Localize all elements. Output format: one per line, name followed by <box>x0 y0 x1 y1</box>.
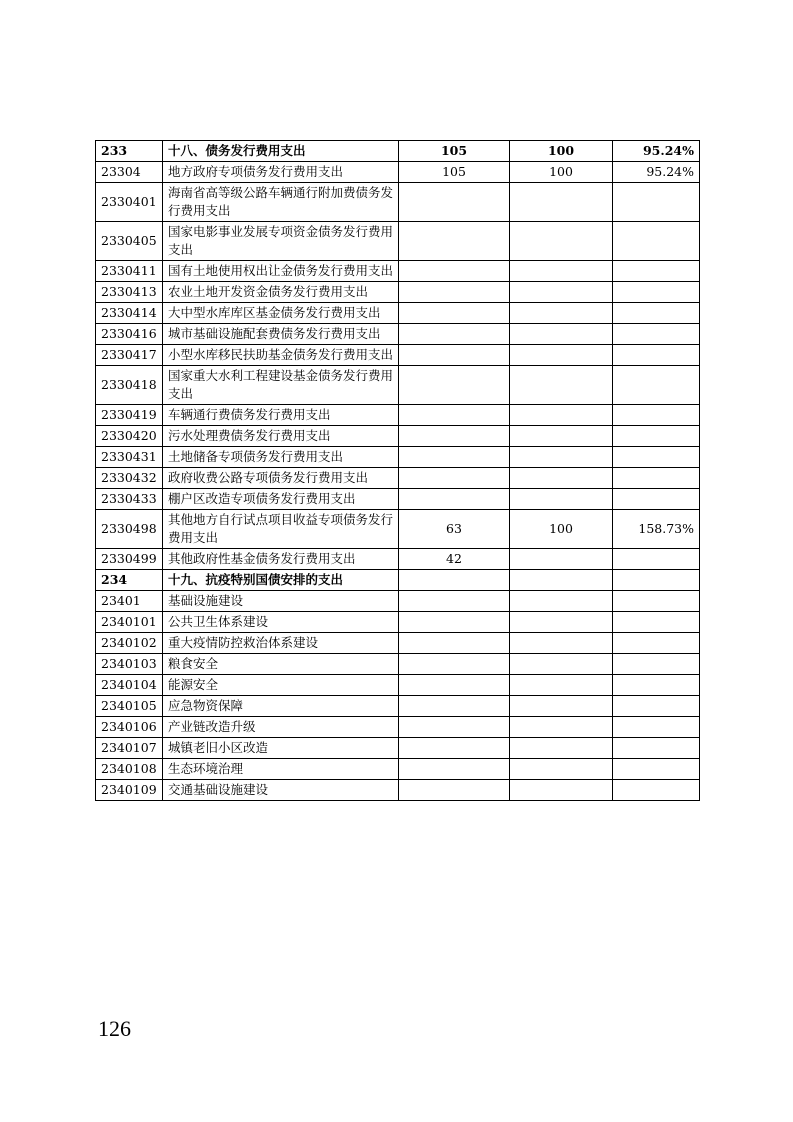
table-row <box>96 366 700 405</box>
account-code-cell: 234 <box>96 570 163 591</box>
account-code-cell: 2330498 <box>96 510 163 549</box>
amount-cell <box>399 426 510 447</box>
table-row <box>96 717 700 738</box>
percentage-cell <box>613 345 700 366</box>
budget-table-body <box>96 141 700 801</box>
account-code-cell: 2330418 <box>96 366 163 405</box>
amount-cell <box>510 570 613 591</box>
table-row <box>96 261 700 282</box>
amount-cell <box>510 468 613 489</box>
table-row <box>96 633 700 654</box>
amount-cell <box>399 468 510 489</box>
amount-cell <box>399 366 510 405</box>
amount-cell <box>510 759 613 780</box>
amount-cell <box>399 738 510 759</box>
amount-cell <box>399 282 510 303</box>
amount-cell <box>399 570 510 591</box>
account-code-cell: 2330416 <box>96 324 163 345</box>
percentage-cell <box>613 612 700 633</box>
account-name-cell: 城市基础设施配套费债务发行费用支出 <box>163 324 399 345</box>
account-name-cell: 小型水库移民扶助基金债务发行费用支出 <box>163 345 399 366</box>
amount-cell <box>510 447 613 468</box>
table-row <box>96 591 700 612</box>
amount-cell <box>399 489 510 510</box>
amount-cell <box>399 405 510 426</box>
amount-cell <box>510 489 613 510</box>
account-code-cell: 2330414 <box>96 303 163 324</box>
amount-cell: 63 <box>399 510 510 549</box>
amount-cell <box>399 183 510 222</box>
account-name-cell: 污水处理费债务发行费用支出 <box>163 426 399 447</box>
percentage-cell <box>613 717 700 738</box>
amount-cell: 105 <box>399 141 510 162</box>
category-row <box>96 570 700 591</box>
percentage-cell <box>613 366 700 405</box>
amount-cell <box>399 654 510 675</box>
account-code-cell: 2330401 <box>96 183 163 222</box>
account-code-cell: 2340105 <box>96 696 163 717</box>
account-name-cell: 国家电影事业发展专项资金债务发行费用支出 <box>163 222 399 261</box>
account-name-cell: 国家重大水利工程建设基金债务发行费用支出 <box>163 366 399 405</box>
account-name-cell: 十八、债务发行费用支出 <box>163 141 399 162</box>
amount-cell <box>510 675 613 696</box>
percentage-cell: 95.24% <box>613 141 700 162</box>
percentage-cell <box>613 468 700 489</box>
table-row <box>96 426 700 447</box>
amount-cell: 100 <box>510 162 613 183</box>
percentage-cell <box>613 654 700 675</box>
amount-cell <box>510 780 613 801</box>
account-code-cell: 2340104 <box>96 675 163 696</box>
table-row <box>96 696 700 717</box>
percentage-cell <box>613 780 700 801</box>
amount-cell <box>399 303 510 324</box>
account-name-cell: 棚户区改造专项债务发行费用支出 <box>163 489 399 510</box>
amount-cell <box>510 696 613 717</box>
account-code-cell: 2340109 <box>96 780 163 801</box>
account-name-cell: 其他地方自行试点项目收益专项债务发行费用支出 <box>163 510 399 549</box>
amount-cell <box>510 303 613 324</box>
account-name-cell: 海南省高等级公路车辆通行附加费债务发行费用支出 <box>163 183 399 222</box>
amount-cell <box>399 612 510 633</box>
account-code-cell: 23304 <box>96 162 163 183</box>
table-row <box>96 222 700 261</box>
table-row <box>96 738 700 759</box>
amount-cell: 100 <box>510 510 613 549</box>
amount-cell <box>510 366 613 405</box>
account-code-cell: 2330405 <box>96 222 163 261</box>
account-code-cell: 2340108 <box>96 759 163 780</box>
table-row <box>96 612 700 633</box>
table-row <box>96 759 700 780</box>
table-row <box>96 654 700 675</box>
percentage-cell <box>613 633 700 654</box>
table-row <box>96 324 700 345</box>
percentage-cell: 158.73% <box>613 510 700 549</box>
account-code-cell: 2330420 <box>96 426 163 447</box>
account-name-cell: 土地储备专项债务发行费用支出 <box>163 447 399 468</box>
table-row <box>96 780 700 801</box>
amount-cell <box>510 717 613 738</box>
account-code-cell: 2330413 <box>96 282 163 303</box>
table-row <box>96 282 700 303</box>
account-name-cell: 公共卫生体系建设 <box>163 612 399 633</box>
percentage-cell <box>613 222 700 261</box>
account-code-cell: 233 <box>96 141 163 162</box>
percentage-cell <box>613 549 700 570</box>
amount-cell <box>510 282 613 303</box>
account-name-cell: 生态环境治理 <box>163 759 399 780</box>
account-name-cell: 农业土地开发资金债务发行费用支出 <box>163 282 399 303</box>
percentage-cell <box>613 282 700 303</box>
amount-cell <box>399 345 510 366</box>
amount-cell <box>399 261 510 282</box>
account-name-cell: 应急物资保障 <box>163 696 399 717</box>
page-number: 126 <box>98 1016 131 1041</box>
amount-cell <box>399 324 510 345</box>
amount-cell <box>399 696 510 717</box>
account-name-cell: 产业链改造升级 <box>163 717 399 738</box>
amount-cell: 42 <box>399 549 510 570</box>
percentage-cell: 95.24% <box>613 162 700 183</box>
account-code-cell: 2340102 <box>96 633 163 654</box>
amount-cell <box>399 633 510 654</box>
amount-cell <box>399 447 510 468</box>
percentage-cell <box>613 183 700 222</box>
amount-cell <box>510 612 613 633</box>
account-name-cell: 国有土地使用权出让金债务发行费用支出 <box>163 261 399 282</box>
percentage-cell <box>613 489 700 510</box>
account-name-cell: 政府收费公路专项债务发行费用支出 <box>163 468 399 489</box>
account-code-cell: 2340101 <box>96 612 163 633</box>
amount-cell <box>510 633 613 654</box>
account-code-cell: 2330432 <box>96 468 163 489</box>
amount-cell <box>510 261 613 282</box>
amount-cell <box>399 675 510 696</box>
amount-cell <box>399 717 510 738</box>
amount-cell <box>399 222 510 261</box>
percentage-cell <box>613 447 700 468</box>
table-row <box>96 468 700 489</box>
account-code-cell: 2330431 <box>96 447 163 468</box>
account-code-cell: 23401 <box>96 591 163 612</box>
amount-cell <box>510 549 613 570</box>
table-row <box>96 549 700 570</box>
percentage-cell <box>613 696 700 717</box>
account-name-cell: 城镇老旧小区改造 <box>163 738 399 759</box>
table-row <box>96 489 700 510</box>
amount-cell <box>510 738 613 759</box>
amount-cell <box>399 780 510 801</box>
account-code-cell: 2330499 <box>96 549 163 570</box>
amount-cell <box>510 324 613 345</box>
account-name-cell: 交通基础设施建设 <box>163 780 399 801</box>
account-code-cell: 2340106 <box>96 717 163 738</box>
account-name-cell: 能源安全 <box>163 675 399 696</box>
percentage-cell <box>613 261 700 282</box>
table-row <box>96 675 700 696</box>
table-row <box>96 447 700 468</box>
account-code-cell: 2340103 <box>96 654 163 675</box>
table-row <box>96 405 700 426</box>
percentage-cell <box>613 303 700 324</box>
percentage-cell <box>613 570 700 591</box>
account-code-cell: 2340107 <box>96 738 163 759</box>
amount-cell: 105 <box>399 162 510 183</box>
amount-cell <box>510 222 613 261</box>
account-name-cell: 粮食安全 <box>163 654 399 675</box>
amount-cell <box>510 591 613 612</box>
account-name-cell: 车辆通行费债务发行费用支出 <box>163 405 399 426</box>
table-row <box>96 510 700 549</box>
percentage-cell <box>613 405 700 426</box>
account-code-cell: 2330411 <box>96 261 163 282</box>
category-row <box>96 141 700 162</box>
amount-cell: 100 <box>510 141 613 162</box>
amount-cell <box>510 183 613 222</box>
account-name-cell: 地方政府专项债务发行费用支出 <box>163 162 399 183</box>
percentage-cell <box>613 426 700 447</box>
account-name-cell: 基础设施建设 <box>163 591 399 612</box>
percentage-cell <box>613 324 700 345</box>
percentage-cell <box>613 759 700 780</box>
account-name-cell: 其他政府性基金债务发行费用支出 <box>163 549 399 570</box>
amount-cell <box>510 405 613 426</box>
table-row <box>96 162 700 183</box>
account-name-cell: 重大疫情防控救治体系建设 <box>163 633 399 654</box>
table-row <box>96 303 700 324</box>
account-code-cell: 2330433 <box>96 489 163 510</box>
percentage-cell <box>613 738 700 759</box>
table-row <box>96 345 700 366</box>
amount-cell <box>510 426 613 447</box>
account-name-cell: 大中型水库库区基金债务发行费用支出 <box>163 303 399 324</box>
amount-cell <box>510 654 613 675</box>
percentage-cell <box>613 675 700 696</box>
budget-table <box>95 140 700 801</box>
amount-cell <box>510 345 613 366</box>
amount-cell <box>399 759 510 780</box>
account-code-cell: 2330417 <box>96 345 163 366</box>
account-name-cell: 十九、抗疫特别国债安排的支出 <box>163 570 399 591</box>
amount-cell <box>399 591 510 612</box>
table-row <box>96 183 700 222</box>
percentage-cell <box>613 591 700 612</box>
account-code-cell: 2330419 <box>96 405 163 426</box>
